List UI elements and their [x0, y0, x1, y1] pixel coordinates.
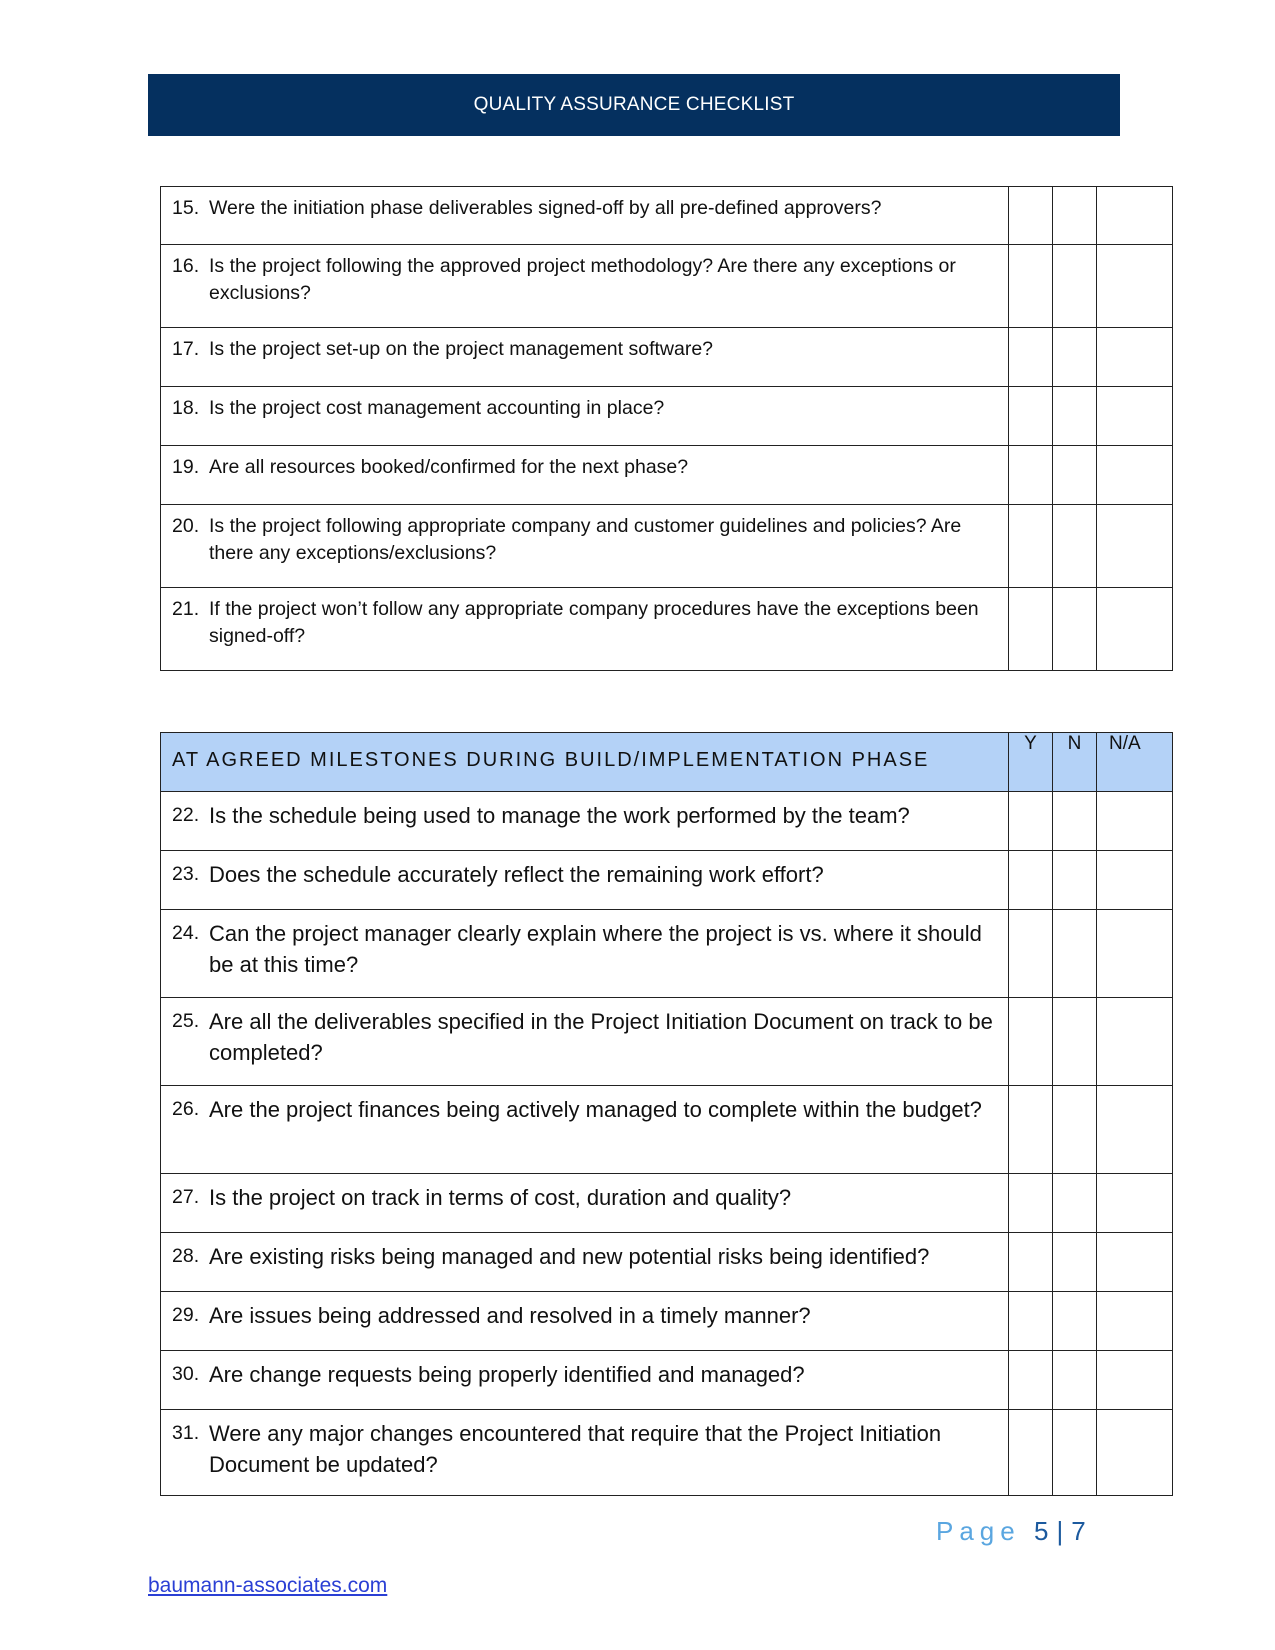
question-number: 31. [172, 1422, 200, 1444]
question-cell [161, 328, 1009, 387]
question-text: Is the project following the approved project methodology? Are there any exceptions or exclusions? [209, 255, 956, 304]
table-row [161, 910, 1173, 998]
no-checkbox-cell[interactable] [1053, 998, 1097, 1086]
question-text: Is the schedule being used to manage the work performed by the team? [209, 803, 910, 828]
no-checkbox-cell[interactable] [1053, 505, 1097, 588]
table-row [161, 792, 1173, 851]
question-cell [161, 1292, 1009, 1351]
section-title: AT AGREED MILESTONES DURING BUILD/IMPLEMENTATION PHASE [172, 749, 930, 771]
no-checkbox-cell[interactable] [1053, 1086, 1097, 1174]
page-number [936, 1516, 1086, 1547]
yes-checkbox-cell[interactable] [1009, 1174, 1053, 1233]
question-number: 17. [172, 338, 200, 360]
no-checkbox-cell[interactable] [1053, 1351, 1097, 1410]
table-row [161, 187, 1173, 245]
table-row [161, 1410, 1173, 1496]
na-checkbox-cell[interactable] [1097, 245, 1173, 328]
question-number: 26. [172, 1098, 200, 1120]
na-checkbox-cell[interactable] [1097, 1086, 1173, 1174]
question-number: 25. [172, 1010, 200, 1032]
question-number: 16. [172, 255, 200, 277]
table-row [161, 851, 1173, 910]
question-text: Is the project on track in terms of cost, duration and quality? [209, 1185, 792, 1210]
question-text: Were the initiation phase deliverables signed-off by all pre-defined approvers? [209, 197, 882, 219]
question-text: Are all resources booked/confirmed for the next phase? [209, 456, 689, 478]
na-checkbox-cell[interactable] [1097, 505, 1173, 588]
checklist-table-initiation [160, 186, 1173, 671]
na-checkbox-cell[interactable] [1097, 851, 1173, 910]
no-checkbox-cell[interactable] [1053, 910, 1097, 998]
question-number: 29. [172, 1304, 200, 1326]
page-label: Page [936, 1516, 1021, 1546]
no-checkbox-cell[interactable] [1053, 245, 1097, 328]
no-checkbox-cell[interactable] [1053, 446, 1097, 505]
na-checkbox-cell[interactable] [1097, 1351, 1173, 1410]
na-checkbox-cell[interactable] [1097, 1233, 1173, 1292]
table-row [161, 1351, 1173, 1410]
no-checkbox-cell[interactable] [1053, 387, 1097, 446]
na-checkbox-cell[interactable] [1097, 446, 1173, 505]
website-link[interactable]: baumann-associates.com [148, 1574, 388, 1597]
na-checkbox-cell[interactable] [1097, 910, 1173, 998]
na-checkbox-cell[interactable] [1097, 792, 1173, 851]
question-text: Are all the deliverables specified in the Project Initiation Document on track to be completed? [209, 1009, 993, 1065]
table-row [161, 1174, 1173, 1233]
no-checkbox-cell[interactable] [1053, 1292, 1097, 1351]
question-text: Are the project finances being actively managed to complete within the budget? [209, 1097, 982, 1122]
yes-checkbox-cell[interactable] [1009, 1410, 1053, 1496]
yes-checkbox-cell[interactable] [1009, 245, 1053, 328]
question-number: 15. [172, 197, 200, 219]
question-number: 24. [172, 922, 200, 944]
no-checkbox-cell[interactable] [1053, 1233, 1097, 1292]
checklist-table-build-phase [160, 732, 1173, 1496]
question-cell [161, 792, 1009, 851]
na-checkbox-cell[interactable] [1097, 588, 1173, 671]
yes-checkbox-cell[interactable] [1009, 446, 1053, 505]
question-cell [161, 446, 1009, 505]
na-checkbox-cell[interactable] [1097, 1410, 1173, 1496]
na-checkbox-cell[interactable] [1097, 387, 1173, 446]
yes-checkbox-cell[interactable] [1009, 792, 1053, 851]
table-row [161, 245, 1173, 328]
yes-checkbox-cell[interactable] [1009, 1351, 1053, 1410]
no-checkbox-cell[interactable] [1053, 588, 1097, 671]
question-text: Are issues being addressed and resolved in a timely manner? [209, 1303, 811, 1328]
question-number: 20. [172, 515, 200, 537]
table-row [161, 446, 1173, 505]
question-text: Is the project following appropriate company and customer guidelines and policies? Are there any exceptions/exclusions? [209, 515, 962, 564]
question-cell [161, 1174, 1009, 1233]
page-current: 5 [1033, 1516, 1049, 1546]
question-text: Are change requests being properly identified and managed? [209, 1362, 805, 1387]
document-title: QUALITY ASSURANCE CHECKLIST [473, 94, 795, 115]
question-cell [161, 1351, 1009, 1410]
na-checkbox-cell[interactable] [1097, 998, 1173, 1086]
question-cell [161, 505, 1009, 588]
table-row [161, 505, 1173, 588]
na-checkbox-cell[interactable] [1097, 328, 1173, 387]
question-text: Is the project set-up on the project management software? [209, 338, 714, 360]
column-header-n: N [1053, 733, 1097, 792]
yes-checkbox-cell[interactable] [1009, 910, 1053, 998]
question-number: 23. [172, 863, 200, 885]
column-header-na: N/A [1097, 733, 1173, 792]
table-row [161, 588, 1173, 671]
question-number: 30. [172, 1363, 200, 1385]
question-cell [161, 910, 1009, 998]
yes-checkbox-cell[interactable] [1009, 588, 1053, 671]
section-header-row [161, 733, 1173, 792]
question-text: Are existing risks being managed and new potential risks being identified? [209, 1244, 930, 1269]
na-checkbox-cell[interactable] [1097, 1174, 1173, 1233]
question-cell [161, 1086, 1009, 1174]
question-text: Does the schedule accurately reflect the remaining work effort? [209, 862, 824, 887]
question-cell [161, 1410, 1009, 1496]
no-checkbox-cell[interactable] [1053, 187, 1097, 245]
no-checkbox-cell[interactable] [1053, 1174, 1097, 1233]
yes-checkbox-cell[interactable] [1009, 187, 1053, 245]
yes-checkbox-cell[interactable] [1009, 1292, 1053, 1351]
table-row [161, 328, 1173, 387]
question-cell [161, 1233, 1009, 1292]
question-text: Is the project cost management accounting in place? [209, 397, 665, 419]
question-cell [161, 998, 1009, 1086]
question-text: Were any major changes encountered that require that the Project Initiation Document be updated? [209, 1421, 942, 1477]
question-text: If the project won’t follow any appropriate company procedures have the exceptions been signed-off? [209, 598, 979, 647]
question-number: 27. [172, 1186, 200, 1208]
table-row [161, 1086, 1173, 1174]
no-checkbox-cell[interactable] [1053, 792, 1097, 851]
yes-checkbox-cell[interactable] [1009, 328, 1053, 387]
question-cell [161, 588, 1009, 671]
page-total: 7 [1071, 1516, 1086, 1546]
question-number: 21. [172, 598, 200, 620]
question-cell [161, 851, 1009, 910]
no-checkbox-cell[interactable] [1053, 851, 1097, 910]
question-number: 19. [172, 456, 200, 478]
page-header-bar [148, 74, 1120, 136]
question-number: 28. [172, 1245, 200, 1267]
yes-checkbox-cell[interactable] [1009, 851, 1053, 910]
na-checkbox-cell[interactable] [1097, 187, 1173, 245]
table-row [161, 998, 1173, 1086]
question-cell [161, 187, 1009, 245]
question-text: Can the project manager clearly explain where the project is vs. where it should be at this time? [209, 921, 982, 977]
no-checkbox-cell[interactable] [1053, 1410, 1097, 1496]
yes-checkbox-cell[interactable] [1009, 387, 1053, 446]
yes-checkbox-cell[interactable] [1009, 1086, 1053, 1174]
question-cell [161, 387, 1009, 446]
table-row [161, 1292, 1173, 1351]
yes-checkbox-cell[interactable] [1009, 998, 1053, 1086]
yes-checkbox-cell[interactable] [1009, 505, 1053, 588]
no-checkbox-cell[interactable] [1053, 328, 1097, 387]
question-number: 22. [172, 804, 200, 826]
column-header-y: Y [1009, 733, 1053, 792]
question-cell [161, 245, 1009, 328]
table-row [161, 387, 1173, 446]
na-checkbox-cell[interactable] [1097, 1292, 1173, 1351]
page-separator: | [1056, 1516, 1064, 1546]
yes-checkbox-cell[interactable] [1009, 1233, 1053, 1292]
table-row [161, 1233, 1173, 1292]
section-title-cell [161, 733, 1009, 792]
question-number: 18. [172, 397, 200, 419]
